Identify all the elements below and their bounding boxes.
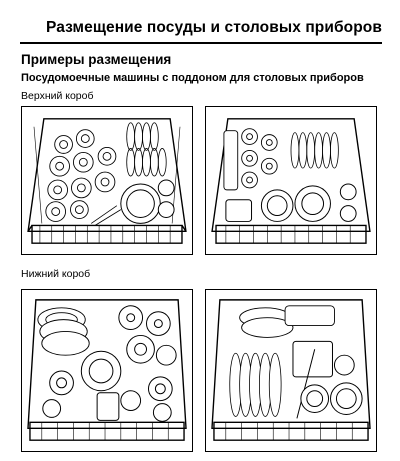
upper-basket-label: Верхний короб: [21, 90, 94, 102]
bowls: [226, 184, 356, 221]
lower-basket-illustration-1: [21, 289, 193, 452]
plates: [38, 308, 89, 355]
subsection-title: Посудомоечные машины с поддоном для столовых приборов: [21, 72, 364, 84]
page-title: Размещение посуды и столовых приборов: [45, 19, 382, 36]
saucers-rack: [127, 123, 166, 176]
pan-and-pots: [293, 341, 362, 418]
lower-basket-illustration-2: [205, 289, 377, 452]
lower-basket-label: Нижний короб: [21, 268, 91, 280]
section-title: Примеры размещения: [21, 52, 172, 67]
cups-left: [46, 130, 116, 222]
utensils: [91, 206, 121, 226]
title-rule: [20, 42, 382, 44]
upper-basket-illustration-2: [205, 106, 377, 255]
glasses: [224, 129, 277, 190]
bowl: [121, 180, 174, 223]
basket-wires: [226, 422, 352, 440]
basket-wires: [42, 422, 168, 440]
plates-rack: [230, 353, 281, 416]
plates-rack: [291, 133, 338, 169]
upper-basket-illustration-1: [21, 106, 193, 255]
plates-back: [240, 306, 335, 338]
basket-wires: [226, 225, 350, 243]
